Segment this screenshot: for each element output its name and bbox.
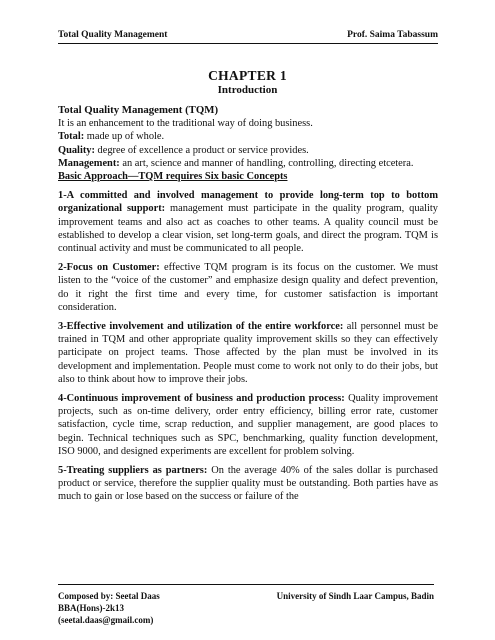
approach-heading: Basic Approach—TQM requires Six basic Concepts	[58, 171, 288, 183]
definition-text: degree of excellence a product or service provides.	[94, 144, 309, 156]
concept-title: 5-Treating suppliers as partners:	[58, 465, 208, 477]
footer-divider	[58, 584, 434, 585]
intro-heading: Total Quality Management (TQM)	[58, 104, 219, 116]
concept-5	[58, 464, 438, 504]
document-body	[58, 104, 438, 504]
concept-3	[58, 320, 438, 386]
page-header	[58, 30, 438, 44]
definition-label: Management:	[58, 157, 120, 169]
concept-2	[58, 261, 438, 314]
footer-email: (seetal.daas@gmail.com)	[58, 615, 154, 625]
concept-1	[58, 189, 438, 255]
footer-campus: University of Sindh Laar Campus, Badin	[276, 591, 434, 601]
concept-title: 2-Focus on Customer:	[58, 262, 160, 274]
concept-text: On the average 40% of the sales dollar is purchased product or service, therefore the supplier quality must be outstanding. Both parties have as much to gain or lose based on the success or failure of the	[58, 465, 438, 503]
definition-management	[58, 157, 438, 170]
chapter-title: CHAPTER 1	[208, 68, 287, 83]
footer-composed-by: Composed by: Seetal Daas	[58, 591, 160, 601]
footer-program: BBA(Hons)-2k13	[58, 603, 125, 613]
concept-text: all personnel must be trained in TQM and other appropriate quality improvement skills so they can effectively participate on project teams. Those affected by the plan must be involved in its development and implementation. People must come to work not only to do their jobs, but also to think about how to improve their jobs.	[58, 321, 438, 385]
concept-text: Quality improvement projects, such as on-time delivery, order entry efficiency, billing error rate, customer satisfaction, cycle time, scrap reduction, and supplier management, are good places to begin. Technical techniques such as SPC, benchmarking, quality function development, ISO 9000, and designed experiments are excellent for problem solving.	[58, 393, 439, 457]
chapter-subtitle: Introduction	[217, 84, 278, 96]
concept-text: management must participate in the quality program, quality improvement teams and also act as coaches to other teams. A quality council must be established to develop a clear vision, set long-term goals, and direct the program. TQM is continual activity and must be communicated to all people.	[58, 203, 439, 255]
concept-text: effective TQM program is its focus on the customer. We must listen to the “voice of the customer” and emphasize design quality and defect prevention, do it right the first time and every time, for customer satisfaction is important consideration.	[58, 262, 439, 313]
page-footer	[58, 590, 434, 626]
concept-title: 1-A committed and involved management to provide long-term top to bottom organizational support:	[58, 190, 438, 215]
definition-quality	[58, 144, 438, 157]
header-course-title: Total Quality Management	[58, 30, 168, 40]
concept-4	[58, 392, 438, 458]
header-author: Prof. Saima Tabassum	[347, 30, 438, 40]
concept-title: 4-Continuous improvement of business and production process:	[58, 393, 345, 405]
concept-title: 3-Effective involvement and utilization of the entire workforce:	[58, 321, 344, 333]
definition-label: Total:	[58, 131, 85, 143]
definition-text: an art, science and manner of handling, controlling, directing etcetera.	[119, 157, 414, 169]
definition-text: made up of whole.	[84, 131, 165, 143]
definition-total	[58, 130, 438, 143]
definition-label: Quality:	[58, 144, 95, 156]
intro-line: It is an enhancement to the traditional way of doing business.	[58, 118, 313, 130]
